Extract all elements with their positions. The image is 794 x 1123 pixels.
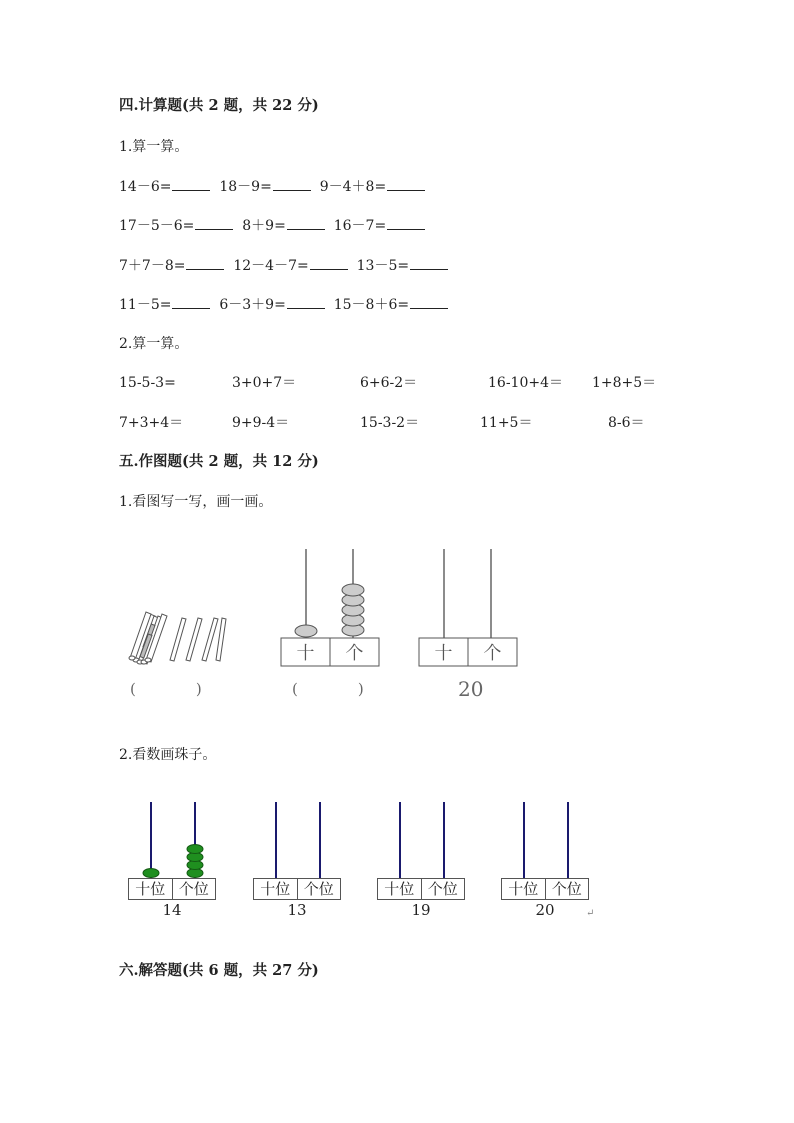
answer-blank[interactable] — [387, 216, 425, 230]
single-sticks — [170, 618, 226, 661]
ones-bead — [187, 845, 203, 854]
answer-blank[interactable] — [310, 256, 348, 270]
q2-expr: 3+0+7＝ — [232, 375, 297, 391]
tens-bead — [295, 625, 317, 637]
q2-expr: 9+9-4＝ — [232, 415, 290, 431]
section-4-title: 四.计算题(共 2 题，共 22 分) — [119, 97, 319, 114]
answer-paren-1[interactable] — [130, 680, 202, 698]
expr: 12－4－7= — [233, 258, 309, 274]
stick-bundle-figure — [124, 600, 230, 670]
expr: 14－6= — [119, 179, 172, 195]
section-6-title: 六.解答题(共 6 题，共 27 分) — [119, 962, 319, 979]
answer-blank[interactable] — [287, 295, 325, 309]
ones-place-label: 个位 — [303, 880, 334, 898]
return-mark: ↵ — [586, 908, 595, 919]
ones-bead — [342, 584, 364, 596]
abacus-frame-20[interactable] — [501, 800, 589, 920]
abacus-frame-13[interactable] — [253, 800, 341, 920]
abacus-frame-14[interactable] — [128, 800, 216, 920]
expr: 13－5= — [356, 258, 410, 274]
target-number: 14 — [162, 901, 182, 919]
tens-place-label: 十位 — [129, 879, 173, 899]
expr: 11－5= — [119, 297, 172, 313]
answer-blank[interactable] — [195, 216, 233, 230]
answer-blank[interactable] — [273, 177, 311, 191]
section-5-title: 五.作图题(共 2 题，共 12 分) — [119, 453, 319, 470]
q2-expr: 6+6-2＝ — [360, 375, 418, 391]
answer-blank[interactable] — [287, 216, 325, 230]
paren-open: ( — [130, 680, 136, 698]
q1-row-1 — [119, 177, 425, 196]
paren-close: ) — [195, 680, 202, 698]
ones-place-label: 个位 — [427, 880, 458, 898]
tens-bead — [143, 869, 159, 878]
answer-blank[interactable] — [410, 256, 448, 270]
answer-blank[interactable] — [186, 256, 224, 270]
expr: 15－8＋6= — [333, 297, 410, 313]
tens-place-label: 十位 — [502, 879, 546, 899]
q2-expr: 8-6＝ — [608, 415, 645, 431]
expr: 9－4＋8= — [319, 179, 387, 195]
answer-blank[interactable] — [172, 177, 210, 191]
target-number: 19 — [411, 901, 431, 919]
place-value-box — [128, 878, 216, 900]
ones-label: 个 — [483, 643, 502, 664]
q2-expr: 1+8+5＝ — [592, 375, 657, 391]
expr: 7＋7－8= — [119, 258, 186, 274]
q2-expr: 7+3+4＝ — [119, 415, 184, 431]
expr: 6－3＋9= — [219, 297, 286, 313]
q2-title: 2.算一算。 — [119, 336, 189, 352]
place-value-box — [501, 878, 589, 900]
expr: 17－5－6= — [119, 218, 195, 234]
q2-expr: 16-10+4＝ — [488, 375, 563, 391]
expr: 8＋9= — [242, 218, 286, 234]
q2-expr: 11+5＝ — [480, 415, 533, 431]
tens-label: 十 — [296, 643, 315, 664]
expr: 18－9= — [219, 179, 272, 195]
target-number: 20 — [535, 901, 555, 919]
place-value-box — [253, 878, 341, 900]
q2-expr: 15-5-3= — [119, 375, 176, 391]
ones-place-label: 个位 — [551, 880, 582, 898]
bundle-of-ten-sticks — [129, 612, 167, 664]
answer-blank[interactable] — [387, 177, 425, 191]
answer-blank[interactable] — [172, 295, 210, 309]
tens-place-label: 十位 — [254, 879, 298, 899]
ones-label: 个 — [345, 643, 364, 664]
q2-expr: 15-3-2＝ — [360, 415, 420, 431]
q1-draw-title: 1.看图写一写，画一画。 — [119, 494, 273, 510]
q1-row-2 — [119, 216, 425, 235]
answer-blank[interactable] — [410, 295, 448, 309]
tens-label: 十 — [434, 643, 453, 664]
ones-place-label: 个位 — [178, 880, 209, 898]
answer-paren-2[interactable] — [292, 680, 364, 698]
q1-title: 1.算一算。 — [119, 139, 189, 155]
q1-row-4 — [119, 295, 448, 314]
abacus-frame-19[interactable] — [377, 800, 465, 920]
paren-close: ) — [357, 680, 364, 698]
target-number: 13 — [287, 901, 307, 919]
tens-place-label: 十位 — [378, 879, 422, 899]
number-20: 20 — [458, 677, 484, 701]
q2-draw-title: 2.看数画珠子。 — [119, 747, 217, 763]
q1-row-3 — [119, 256, 448, 275]
place-value-box — [377, 878, 465, 900]
paren-open: ( — [292, 680, 298, 698]
expr: 16－7= — [333, 218, 387, 234]
